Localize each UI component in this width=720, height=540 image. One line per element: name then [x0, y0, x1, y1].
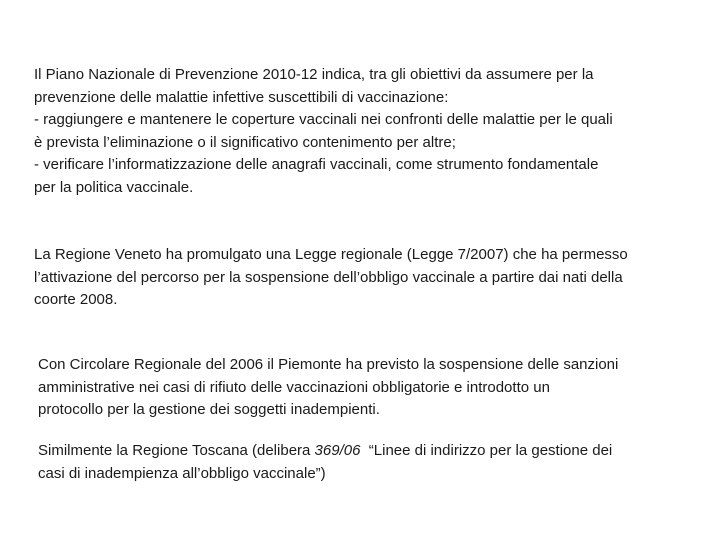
text-line: coorte 2008. [34, 291, 118, 308]
text-segment: Similmente la Regione Toscana (delibera [38, 442, 315, 459]
paragraph-regione-veneto [34, 244, 694, 312]
text-line: casi di inadempienza all’obbligo vaccinale”) [38, 464, 326, 482]
text-line: La Regione Veneto ha promulgato una Legge regionale (Legge 7/2007) che ha permesso [34, 246, 628, 263]
text-line: - raggiungere e mantenere le coperture vaccinali nei confronti delle malattie per le quali [34, 111, 613, 128]
text-line: Con Circolare Regionale del 2006 il Piemonte ha previsto la sospensione delle sanzioni [38, 356, 619, 373]
paragraph-toscana [38, 440, 688, 485]
text-line: l’attivazione del percorso per la sospensione dell’obbligo vaccinale a partire dai nati della [34, 268, 623, 286]
delibera-number: 369/06 [314, 442, 361, 459]
text-line: è prevista l’eliminazione o il significativo contenimento per altre; [34, 133, 456, 151]
text-line: prevenzione delle malattie infettive suscettibili di vaccinazione: [34, 88, 449, 106]
text-line [38, 440, 688, 463]
paragraph-piano-nazionale [34, 64, 694, 199]
text-line: protocollo per la gestione dei soggetti inadempienti. [38, 401, 380, 418]
text-line: Il Piano Nazionale di Prevenzione 2010-12 indica, tra gli obiettivi da assumere per la [34, 66, 594, 83]
text-line: per la politica vaccinale. [34, 178, 194, 196]
text-segment: “Linee di indirizzo per la gestione dei [360, 442, 613, 459]
text-line: - verificare l’informatizzazione delle anagrafi vaccinali, come strumento fondamentale [34, 156, 599, 173]
text-line: amministrative nei casi di rifiuto delle vaccinazioni obbligatorie e introdotto un [38, 378, 550, 396]
paragraph-piemonte [38, 354, 688, 422]
